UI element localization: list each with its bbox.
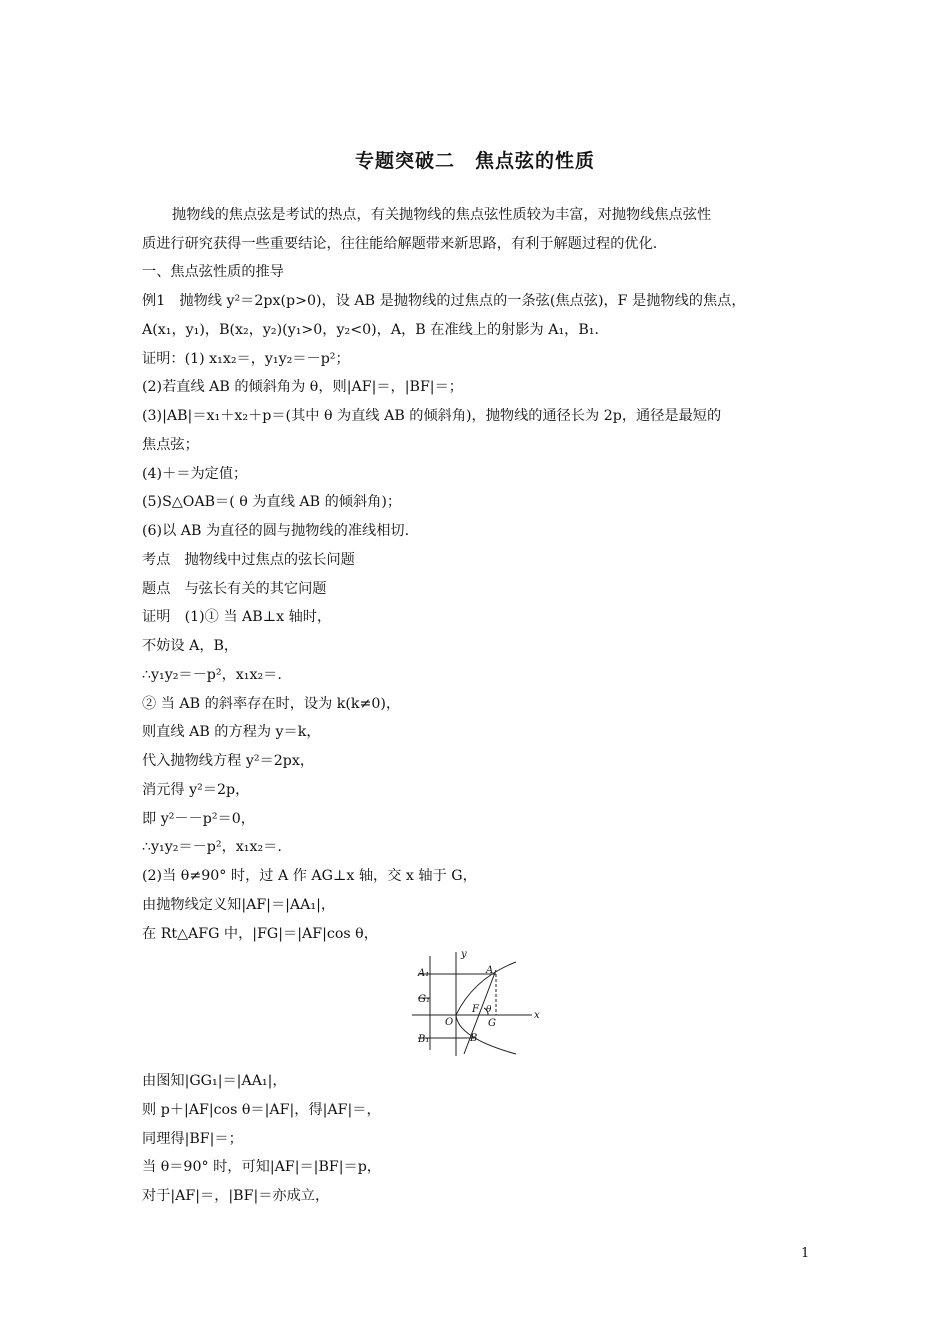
x-axis-label: x <box>534 1010 540 1021</box>
text-line: 证明：(1) x₁x₂＝，y₁y₂＝－p²； <box>142 351 350 367</box>
text-line: ② 当 AB 的斜率存在时，设为 k(k≠0)， <box>142 696 401 712</box>
point-B1-label: B₁ <box>418 1034 430 1045</box>
text-line: (2)当 θ≠90° 时，过 A 作 AG⊥x 轴，交 x 轴于 G， <box>142 868 477 884</box>
text-line: 例1 抛物线 y²＝2px(p>0)，设 AB 是抛物线的过焦点的一条弦(焦点弦)，F 是抛物线的焦点， <box>142 293 746 309</box>
text-line: (3)|AB|＝x₁＋x₂＋p＝(其中 θ 为直线 AB 的倾斜角)，抛物线的通径长为 2p，通径是最短的 <box>142 408 722 424</box>
text-line: 对于|AF|＝，|BF|＝亦成立， <box>142 1188 330 1204</box>
text-line: 同理得|BF|＝； <box>142 1131 243 1147</box>
text-line: ∴y₁y₂＝－p²，x₁x₂＝. <box>142 667 282 683</box>
angle-theta-label: θ <box>486 1005 492 1015</box>
point-G-label: G <box>488 1018 496 1029</box>
text-line: 焦点弦； <box>142 437 199 453</box>
text-line: (2)若直线 AB 的倾斜角为 θ，则|AF|＝，|BF|＝； <box>142 379 463 395</box>
origin-O-label: O <box>445 1017 454 1028</box>
text-line: 质进行研究获得一些重要结论，往往能给解题带来新思路，有利于解题过程的优化. <box>142 236 658 252</box>
text-line: 当 θ＝90° 时，可知|AF|＝|BF|＝p， <box>142 1159 381 1175</box>
page-title: 专题突破二 焦点弦的性质 <box>354 150 595 172</box>
text-line: 代入抛物线方程 y²＝2px， <box>142 753 315 769</box>
page-number: 1 <box>801 1246 810 1261</box>
text-line: (6)以 AB 为直径的圆与抛物线的准线相切. <box>142 523 410 539</box>
parabola-focal-chord-figure <box>408 948 544 1058</box>
text-line: ∴y₁y₂＝－p²，x₁x₂＝. <box>142 839 282 855</box>
point-F-label: F <box>472 1004 479 1015</box>
text-line: 消元得 y²＝2p， <box>142 782 250 798</box>
point-A-label: A <box>486 965 494 976</box>
text-line: 由图知|GG₁|＝|AA₁|， <box>142 1073 287 1089</box>
text-line: (5)S△OAB＝( θ 为直线 AB 的倾斜角)； <box>142 494 402 510</box>
text-line: (4)＋＝为定值； <box>142 466 248 482</box>
text-line: 不妨设 A，B， <box>142 638 239 654</box>
text-line: 则直线 AB 的方程为 y＝k， <box>142 724 321 740</box>
text-line: 抛物线的焦点弦是考试的热点，有关抛物线的焦点弦性质较为丰富，对抛物线焦点弦性 <box>172 207 712 223</box>
text-line: 由抛物线定义知|AF|＝|AA₁|， <box>142 897 336 913</box>
text-line: A(x₁，y₁)，B(x₂，y₂)(y₁>0，y₂<0)，A，B 在准线上的射影为 A₁，B₁. <box>142 322 599 338</box>
y-axis-label: y <box>461 949 467 960</box>
text-line: 则 p＋|AF|cos θ＝|AF|，得|AF|＝， <box>142 1102 381 1118</box>
text-line: 在 Rt△AFG 中，|FG|＝|AF|cos θ， <box>142 926 378 942</box>
text-line: 即 y²－－p²＝0， <box>142 811 255 827</box>
text-line: 考点 抛物线中过焦点的弦长问题 <box>142 552 355 568</box>
point-A1-label: A₁ <box>418 968 430 979</box>
text-line: 证明 (1)① 当 AB⊥x 轴时， <box>142 609 332 625</box>
point-B-label: B <box>470 1033 478 1044</box>
text-line: 题点 与弦长有关的其它问题 <box>142 581 327 597</box>
section-heading: 一、焦点弦性质的推导 <box>142 264 284 280</box>
point-G1-label: G₁ <box>418 994 430 1005</box>
